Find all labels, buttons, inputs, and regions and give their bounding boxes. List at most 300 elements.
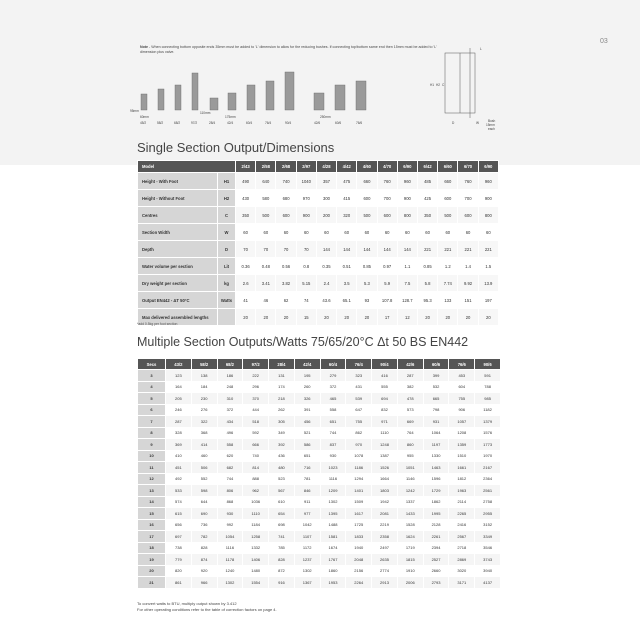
table-cell: 785 <box>269 542 295 554</box>
table-cell: 372 <box>217 404 243 416</box>
table-cell: 1387 <box>372 450 398 462</box>
table-row <box>138 462 501 474</box>
table-cell: 1401 <box>346 485 372 497</box>
column-header: 6/90 <box>478 161 498 173</box>
table-cell: 846 <box>294 485 320 497</box>
column-header: 97/2 <box>243 359 269 370</box>
table-cell: 610 <box>269 496 295 508</box>
table-cell: 246 <box>166 404 192 416</box>
row-label: Output EN442 - ΔT 50°C <box>138 292 218 309</box>
table-cell: 1248 <box>372 439 398 451</box>
table-cell: 60 <box>458 224 478 241</box>
table-cell: 1463 <box>423 462 449 474</box>
table-cell: 1725 <box>346 519 372 531</box>
table-cell: 205 <box>166 393 192 405</box>
column-header: 6/42 <box>417 161 437 173</box>
table-cell: 2497 <box>372 542 398 554</box>
table-cell: 370 <box>243 393 269 405</box>
table-cell: 41 <box>236 292 256 309</box>
table-cell: 70 <box>236 241 256 258</box>
table-cell: 960 <box>478 173 498 190</box>
table-cell: 4137 <box>475 577 501 589</box>
secs-header: Secs <box>138 359 166 370</box>
radiator-42-4 <box>228 93 236 110</box>
table-cell: 874 <box>191 554 217 566</box>
table-cell: 2114 <box>449 496 475 508</box>
table-cell: 60 <box>377 224 397 241</box>
table-cell: 1379 <box>475 416 501 428</box>
table1-footnote: *add 0.5kg per foot section <box>137 322 178 326</box>
table-cell: 144 <box>377 241 397 258</box>
table-cell: 2048 <box>346 554 372 566</box>
table-cell: 2793 <box>423 577 449 589</box>
column-header: 2/58 <box>256 161 276 173</box>
table-cell: 20 <box>438 309 458 326</box>
table-cell: 9.92 <box>458 275 478 292</box>
row-label: Max delivered assembled lengths <box>138 309 218 326</box>
table-cell: 1197 <box>423 439 449 451</box>
secs-cell: 7 <box>138 416 166 428</box>
table-cell: 1209 <box>320 485 346 497</box>
table-cell: 1480 <box>243 565 269 577</box>
secs-cell: 14 <box>138 496 166 508</box>
table-cell: 1970 <box>475 450 501 462</box>
correction-factor-note: For other operating conditions refer to the table of correction factors on page 4. <box>137 607 277 612</box>
table-cell: 600 <box>458 207 478 224</box>
table-cell: 349 <box>269 427 295 439</box>
table-cell: 1940 <box>346 542 372 554</box>
radiator-42-6 <box>314 93 324 110</box>
table-row <box>138 292 499 309</box>
table-cell: 755 <box>346 416 372 428</box>
table-cell: 17 <box>377 309 397 326</box>
table-cell: 1330 <box>423 450 449 462</box>
table-cell: 861 <box>166 577 192 589</box>
column-header: 6/70 <box>458 161 478 173</box>
secs-cell: 13 <box>138 485 166 497</box>
table-row <box>138 577 501 589</box>
table-cell: 862 <box>346 427 372 439</box>
table-cell: 665 <box>423 393 449 405</box>
table-cell: 0.85 <box>417 258 437 275</box>
model-label: 28/4 <box>209 121 216 125</box>
table-cell: 2635 <box>372 554 398 566</box>
table-cell: 1554 <box>243 577 269 589</box>
table-cell: 391 <box>294 404 320 416</box>
table-cell: 492 <box>166 473 192 485</box>
table-cell: 20 <box>236 309 256 326</box>
table-cell: 574 <box>166 496 192 508</box>
table-cell: 916 <box>269 577 295 589</box>
table-cell: 415 <box>337 190 357 207</box>
table-cell: 1023 <box>320 462 346 474</box>
btu-conversion-note: To convert watts to BTU, multiply output shown by 3.412 <box>137 601 237 606</box>
table-cell: 186 <box>217 370 243 382</box>
table-row <box>138 309 499 326</box>
table-row <box>138 542 501 554</box>
table-cell: 500 <box>357 207 377 224</box>
table-row <box>138 531 501 543</box>
table-cell: 977 <box>294 508 320 520</box>
table-cell: 1729 <box>423 485 449 497</box>
column-header: 2/43 <box>236 161 256 173</box>
table-cell: 2081 <box>372 508 398 520</box>
secs-cell: 6 <box>138 404 166 416</box>
table-cell: 1186 <box>346 462 372 474</box>
page-number: 03 <box>600 38 608 45</box>
table-cell: 221 <box>478 241 498 258</box>
table-cell: 2.6 <box>236 275 256 292</box>
note-label: Note <box>140 45 148 49</box>
table-cell: 1107 <box>294 531 320 543</box>
table-cell: 279 <box>320 370 346 382</box>
table-cell: 523 <box>269 473 295 485</box>
table-cell: 740 <box>276 173 296 190</box>
secs-cell: 17 <box>138 531 166 543</box>
dim-label-175mm: 175mm <box>225 115 236 119</box>
table-cell: 425 <box>417 190 437 207</box>
table-row <box>138 258 499 275</box>
table-cell: 555 <box>372 381 398 393</box>
table-cell: 451 <box>166 462 192 474</box>
table-cell: 60 <box>357 224 377 241</box>
table-cell: 690 <box>191 508 217 520</box>
table-cell: 372 <box>320 381 346 393</box>
table-cell: 1.1 <box>397 258 417 275</box>
row-label: Depth <box>138 241 218 258</box>
table-row <box>138 427 501 439</box>
table-cell: 221 <box>438 241 458 258</box>
table-cell: 680 <box>276 190 296 207</box>
table-cell: 20 <box>337 309 357 326</box>
row-unit: Watts <box>218 292 236 309</box>
note-text: - When connecting bottom opposite ends 35mm must be added to 'L' dimension to allow for the reducing bushes. If connecting top/bottom same end then 15mm must be added to 'L' dimension plus valve. <box>140 45 437 54</box>
table-cell: 65.1 <box>337 292 357 309</box>
table-cell: 573 <box>397 404 423 416</box>
secs-cell: 20 <box>138 565 166 577</box>
table-cell: 328 <box>166 427 192 439</box>
table-cell: 392 <box>269 439 295 451</box>
table-cell: 1064 <box>423 427 449 439</box>
multiple-section-title: Multiple Section Outputs/Watts 75/65/20°C Δt 50 BS EN442 <box>137 335 469 349</box>
radiator-58-2 <box>158 89 164 110</box>
table-cell: 138 <box>191 370 217 382</box>
table-cell: 60 <box>236 224 256 241</box>
column-header: 42/4 <box>294 359 320 370</box>
table-cell: 5.9 <box>377 275 397 292</box>
table-cell: 2.4 <box>316 275 336 292</box>
table-cell: 604 <box>449 381 475 393</box>
table-cell: 580 <box>256 190 276 207</box>
table-cell: 490 <box>236 173 256 190</box>
table-cell: 1812 <box>449 473 475 485</box>
table-cell: 1767 <box>320 554 346 566</box>
table-cell: 144 <box>337 241 357 258</box>
table-cell: 1054 <box>217 531 243 543</box>
table-cell: 382 <box>397 381 423 393</box>
table-cell: 500 <box>438 207 458 224</box>
table-header-row <box>138 161 499 173</box>
row-unit: Lit <box>218 258 236 275</box>
table-cell: 5.15 <box>296 275 316 292</box>
table-cell: 3940 <box>475 565 501 577</box>
table-cell: 1172 <box>294 542 320 554</box>
secs-cell: 11 <box>138 462 166 474</box>
secs-cell: 4 <box>138 381 166 393</box>
table-cell: 93 <box>357 292 377 309</box>
table-cell: 1596 <box>423 473 449 485</box>
table-row <box>138 450 501 462</box>
secs-cell: 15 <box>138 508 166 520</box>
side-label-15mm: 15mm <box>486 123 495 127</box>
table-cell: 221 <box>458 241 478 258</box>
table-cell: 931 <box>423 416 449 428</box>
table-cell: 744 <box>320 427 346 439</box>
secs-cell: 3 <box>138 370 166 382</box>
table-cell: 184 <box>191 381 217 393</box>
table-cell: 60 <box>316 224 336 241</box>
table-cell: 2006 <box>397 577 423 589</box>
table-cell: 1178 <box>217 554 243 566</box>
table-cell: 700 <box>458 190 478 207</box>
row-unit: kg <box>218 275 236 292</box>
table-cell: 0.35 <box>316 258 336 275</box>
table-cell: 0.85 <box>357 258 377 275</box>
table-cell: 1146 <box>397 473 423 485</box>
table-cell: 436 <box>269 450 295 462</box>
table-cell: 1406 <box>243 554 269 566</box>
table-row <box>138 439 501 451</box>
table-cell: 640 <box>256 173 276 190</box>
table-cell: 2219 <box>372 519 398 531</box>
table-row <box>138 173 499 190</box>
table-cell: 0.56 <box>276 258 296 275</box>
table-cell: 1528 <box>397 519 423 531</box>
table-cell: 1488 <box>320 519 346 531</box>
row-unit: H1 <box>218 173 236 190</box>
table-cell: 992 <box>217 519 243 531</box>
table-cell: 900 <box>397 190 417 207</box>
model-label: 76/6 <box>356 121 363 125</box>
table-cell: 1963 <box>449 485 475 497</box>
table-cell: 20 <box>357 309 377 326</box>
table-cell: 20 <box>458 309 478 326</box>
side-label-each: each <box>488 127 495 131</box>
side-label-H1: H1 <box>430 83 435 87</box>
radiator-97-2 <box>192 73 198 110</box>
table-cell: 70 <box>296 241 316 258</box>
table-cell: 1258 <box>243 531 269 543</box>
table-cell: 485 <box>417 173 437 190</box>
single-section-table <box>137 160 499 326</box>
table-cell: 128.7 <box>397 292 417 309</box>
table-cell: 558 <box>320 404 346 416</box>
table-cell: 806 <box>217 485 243 497</box>
table-cell: 656 <box>166 519 192 531</box>
table-cell: 1661 <box>449 462 475 474</box>
table-cell: 1302 <box>217 577 243 589</box>
table-cell: 600 <box>377 207 397 224</box>
table-cell: 3171 <box>449 577 475 589</box>
table-cell: 7.74 <box>438 275 458 292</box>
table-cell: 781 <box>294 473 320 485</box>
table-cell: 900 <box>296 207 316 224</box>
table-cell: 60 <box>397 224 417 241</box>
table-cell: 1664 <box>372 473 398 485</box>
table-cell: 930 <box>217 508 243 520</box>
table-cell: 320 <box>337 207 357 224</box>
table-cell: 2718 <box>449 542 475 554</box>
table-cell: 1182 <box>475 404 501 416</box>
table-cell: 533 <box>166 485 192 497</box>
table-cell: 970 <box>346 439 372 451</box>
table-cell: 2265 <box>449 508 475 520</box>
column-header: 90/6 <box>475 359 501 370</box>
table-cell: 230 <box>191 393 217 405</box>
table-cell: 567 <box>269 485 295 497</box>
table-cell: 62 <box>276 292 296 309</box>
row-label: Section Width <box>138 224 218 241</box>
table-row <box>138 404 501 416</box>
table-cell: 644 <box>191 496 217 508</box>
table-cell: 900 <box>478 190 498 207</box>
column-header: 4/60 <box>357 161 377 173</box>
table-cell: 5.3 <box>357 275 377 292</box>
table-cell: 144 <box>357 241 377 258</box>
table-cell: 1910 <box>397 565 423 577</box>
side-label-W: W <box>476 121 480 125</box>
column-header: 90/4 <box>372 359 398 370</box>
table-cell: 820 <box>166 565 192 577</box>
table-cell: 43.6 <box>316 292 336 309</box>
table-row <box>138 381 501 393</box>
table-cell: 660 <box>438 173 458 190</box>
table-cell: 5.8 <box>417 275 437 292</box>
secs-cell: 19 <box>138 554 166 566</box>
radiator-90-4 <box>285 72 294 110</box>
multiple-section-table <box>137 358 501 589</box>
table-cell: 1367 <box>294 577 320 589</box>
table-cell: 837 <box>320 439 346 451</box>
table-cell: 518 <box>243 416 269 428</box>
table-cell: 782 <box>191 531 217 543</box>
table-cell: 966 <box>191 577 217 589</box>
table-cell: 506 <box>191 462 217 474</box>
table-cell: 1.5 <box>478 258 498 275</box>
table-cell: 221 <box>417 241 437 258</box>
table-cell: 971 <box>372 416 398 428</box>
table-cell: 200 <box>316 207 336 224</box>
table-cell: 1803 <box>372 485 398 497</box>
table-cell: 107.8 <box>377 292 397 309</box>
table-cell: 600 <box>276 207 296 224</box>
dim-label-250mm: 250mm <box>320 115 331 119</box>
table-cell: 1617 <box>346 508 372 520</box>
table-cell: 496 <box>217 427 243 439</box>
row-unit: H2 <box>218 190 236 207</box>
row-label: Water volume per section <box>138 258 218 275</box>
table-cell: 1953 <box>320 577 346 589</box>
table-cell: 296 <box>243 381 269 393</box>
table-cell: 444 <box>243 404 269 416</box>
table-cell: 222 <box>243 370 269 382</box>
table-cell: 164 <box>166 381 192 393</box>
table-cell: 350 <box>417 207 437 224</box>
table-cell: 322 <box>191 416 217 428</box>
table-cell: 700 <box>377 190 397 207</box>
model-label: 42/4 <box>227 121 234 125</box>
table-cell: 20 <box>478 309 498 326</box>
table-cell: 1773 <box>475 439 501 451</box>
table-cell: 144 <box>397 241 417 258</box>
table-row <box>138 416 501 428</box>
table-cell: 20 <box>256 309 276 326</box>
row-unit <box>218 309 236 326</box>
table-cell: 480 <box>269 462 295 474</box>
table-cell: 682 <box>217 462 243 474</box>
table-cell: 3.41 <box>256 275 276 292</box>
table-cell: 779 <box>166 554 192 566</box>
side-view-diagram <box>445 48 475 118</box>
table-cell: 868 <box>217 496 243 508</box>
dim-label-60mm: 60mm <box>140 115 149 119</box>
table-cell: 798 <box>423 404 449 416</box>
table-cell: 1719 <box>397 542 423 554</box>
column-header: 76/6 <box>449 359 475 370</box>
table-cell: 174 <box>269 381 295 393</box>
table-row <box>138 565 501 577</box>
table-cell: 1860 <box>320 565 346 577</box>
table-cell: 20 <box>417 309 437 326</box>
column-header: 58/2 <box>191 359 217 370</box>
table-cell: 70 <box>256 241 276 258</box>
column-header: 68/2 <box>217 359 243 370</box>
table-cell: 985 <box>475 393 501 405</box>
side-label-L: L <box>480 47 482 51</box>
table-cell: 0.36 <box>236 258 256 275</box>
table-cell: 300 <box>316 190 336 207</box>
table-cell: 46 <box>256 292 276 309</box>
table-cell: 615 <box>166 508 192 520</box>
table-cell: 414 <box>191 439 217 451</box>
row-unit: C <box>218 207 236 224</box>
radiator-illustrations <box>130 38 510 138</box>
table-cell: 131 <box>269 370 295 382</box>
table-row <box>138 473 501 485</box>
radiator-45-2 <box>141 94 147 110</box>
table-cell: 2913 <box>372 577 398 589</box>
table-cell: 15 <box>296 309 316 326</box>
table-cell: 60 <box>438 224 458 241</box>
table-cell: 755 <box>449 393 475 405</box>
table-cell: 3.82 <box>276 275 296 292</box>
table-cell: 287 <box>397 370 423 382</box>
table-cell: 431 <box>346 381 372 393</box>
table-cell: 60 <box>337 224 357 241</box>
table-cell: 1237 <box>294 554 320 566</box>
table-cell: 3020 <box>449 565 475 577</box>
table-cell: 2394 <box>423 542 449 554</box>
table-cell: 2955 <box>475 508 501 520</box>
table-cell: 788 <box>475 381 501 393</box>
radiator-76-6 <box>356 81 366 110</box>
table-cell: 1433 <box>397 508 423 520</box>
table-row <box>138 519 501 531</box>
table-cell: 598 <box>191 485 217 497</box>
column-header: 60/4 <box>320 359 346 370</box>
table-cell: 1510 <box>449 450 475 462</box>
model-label: 58/2 <box>157 121 164 125</box>
